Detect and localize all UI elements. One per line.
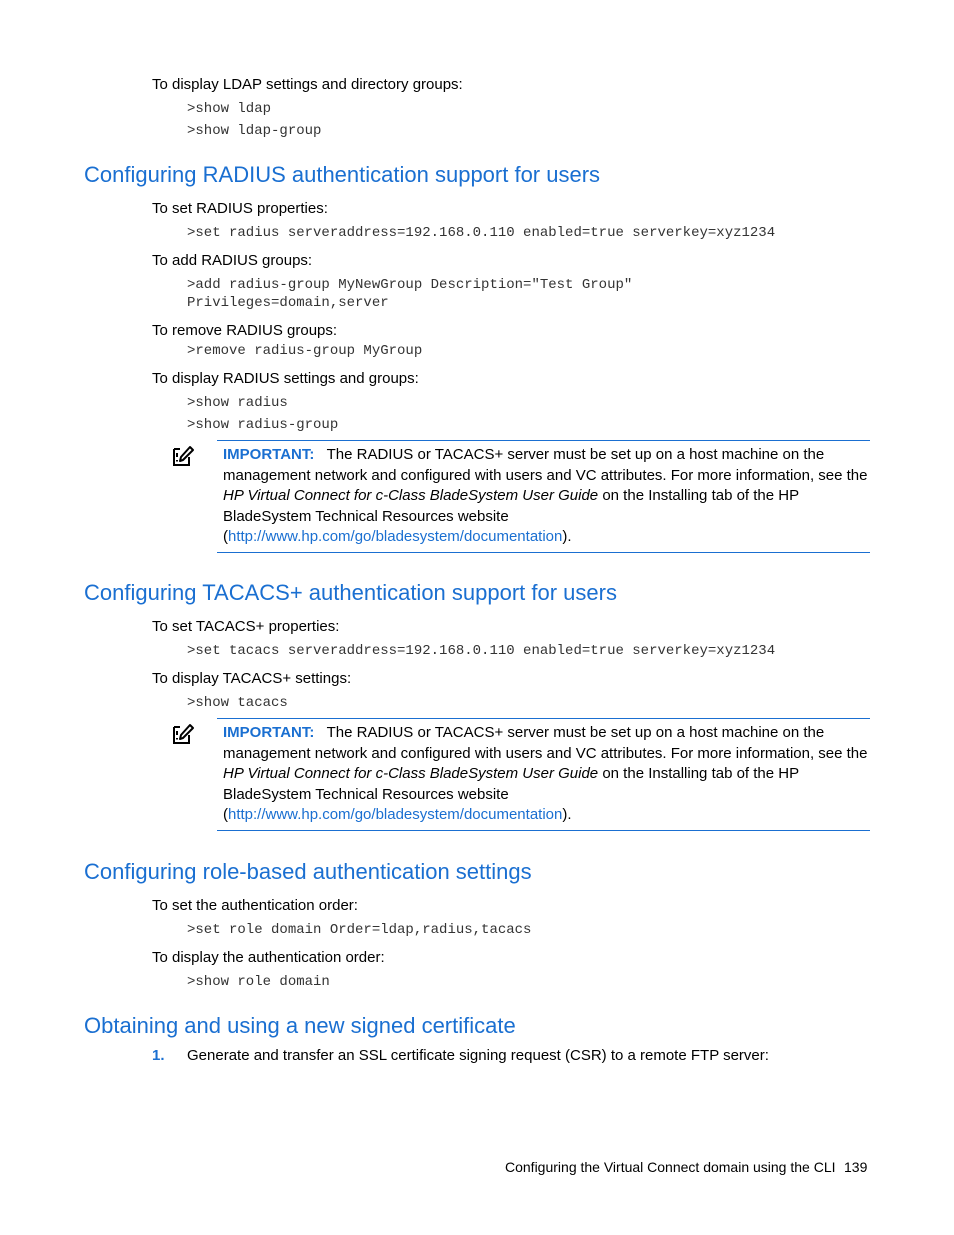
note-text-a: The RADIUS or TACACS+ server must be set up on a host machine on the management network and configured with users and VC attributes. For more information, see the <box>223 446 868 484</box>
section-heading-certificate: Obtaining and using a new signed certificate <box>84 1013 516 1038</box>
tacacs-display-intro: To display TACACS+ settings: <box>152 670 352 687</box>
code-line: >show ldap <box>187 101 272 117</box>
ldap-display-intro: To display LDAP settings and directory groups: <box>152 76 463 93</box>
important-note-icon <box>171 722 195 746</box>
step-text: Generate and transfer an SSL certificate signing request (CSR) to a remote FTP server: <box>187 1047 769 1064</box>
code-line: >remove radius-group MyGroup <box>187 343 423 359</box>
code-line: >add radius-group MyNewGroup Description="Test Group" <box>187 277 633 293</box>
code-line: >show radius <box>187 395 288 411</box>
step-number: 1. <box>152 1047 165 1064</box>
radius-set-intro: To set RADIUS properties: <box>152 200 328 217</box>
important-label: IMPORTANT: <box>223 446 315 463</box>
role-set-intro: To set the authentication order: <box>152 897 358 914</box>
guide-title: HP Virtual Connect for c-Class BladeSystem User Guide <box>223 487 599 505</box>
documentation-link[interactable]: http://www.hp.com/go/bladesystem/documentation <box>228 528 563 546</box>
radius-add-intro: To add RADIUS groups: <box>152 252 313 269</box>
code-line: Privileges=domain,server <box>187 295 389 311</box>
important-note-text <box>223 723 869 826</box>
important-note <box>217 440 870 553</box>
role-display-intro: To display the authentication order: <box>152 949 385 966</box>
important-note-icon <box>171 444 195 468</box>
code-line: >show role domain <box>187 974 330 990</box>
code-line: >show tacacs <box>187 695 288 711</box>
paren-open: ( <box>223 528 228 546</box>
note-text-a: The RADIUS or TACACS+ server must be set up on a host machine on the management network and configured with users and VC attributes. For more information, see the <box>223 724 868 762</box>
page-number: 139 <box>844 1159 868 1175</box>
important-label: IMPORTANT: <box>223 724 315 741</box>
footer-title: Configuring the Virtual Connect domain using the CLI <box>505 1159 836 1175</box>
radius-display-intro: To display RADIUS settings and groups: <box>152 370 419 387</box>
code-line: >set tacacs serveraddress=192.168.0.110 enabled=true serverkey=xyz1234 <box>187 643 776 659</box>
guide-title: HP Virtual Connect for c-Class BladeSystem User Guide <box>223 765 599 783</box>
radius-remove-intro: To remove RADIUS groups: <box>152 322 338 339</box>
tacacs-set-intro: To set TACACS+ properties: <box>152 618 340 635</box>
section-heading-tacacs: Configuring TACACS+ authentication support for users <box>84 580 617 605</box>
code-line: >show radius-group <box>187 417 339 433</box>
section-heading-radius: Configuring RADIUS authentication support for users <box>84 162 601 187</box>
paren-close: ). <box>562 806 572 824</box>
important-note-text <box>223 445 869 548</box>
important-note <box>217 718 870 831</box>
note-text-b: on the Installing tab of the HP BladeSystem Technical Resources website <box>223 765 799 803</box>
paren-open: ( <box>223 806 228 824</box>
code-line: >set radius serveraddress=192.168.0.110 enabled=true serverkey=xyz1234 <box>187 225 776 241</box>
section-heading-role: Configuring role-based authentication settings <box>84 859 532 884</box>
paren-close: ). <box>562 528 572 546</box>
code-line: >set role domain Order=ldap,radius,tacacs <box>187 922 532 938</box>
code-line: >show ldap-group <box>187 123 322 139</box>
note-text-b: on the Installing tab of the HP BladeSystem Technical Resources website <box>223 487 799 525</box>
documentation-link[interactable]: http://www.hp.com/go/bladesystem/documentation <box>228 806 563 824</box>
